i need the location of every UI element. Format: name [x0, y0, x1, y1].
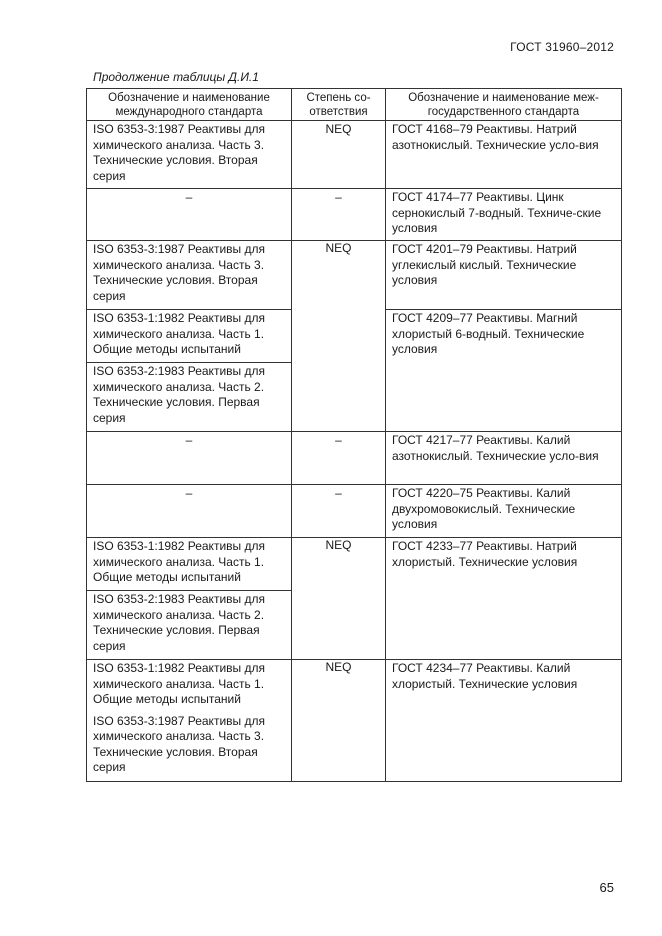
page-number: 65	[599, 880, 614, 895]
header-international-standard: Обозначение и наименование международного стандарта	[87, 89, 292, 121]
table-row	[87, 660, 622, 782]
header-degree-of-conformity: Степень со-ответствия	[292, 89, 386, 121]
international-standard-cell: ISO 6353-2:1983 Реактивы для химического анализа. Часть 2. Технические условия. Первая серия	[87, 591, 292, 660]
interstate-standard-cell: ГОСТ 4209–77 Реактивы. Магний хлористый 6-водный. Технические условия	[386, 310, 622, 432]
table-row	[87, 538, 622, 591]
table-row	[87, 121, 622, 189]
international-standard-cell	[87, 660, 292, 782]
international-standard-entry: ISO 6353-3:1987 Реактивы для химического анализа. Часть 3. Технические условия. Вторая серия	[93, 713, 265, 774]
degree-cell: –	[292, 432, 386, 485]
degree-cell: –	[292, 189, 386, 241]
table-row	[87, 189, 622, 241]
international-standard-cell: –	[87, 189, 292, 241]
international-standard-cell: ISO 6353-1:1982 Реактивы для химического анализа. Часть 1. Общие методы испытаний	[87, 538, 292, 591]
interstate-standard-cell: ГОСТ 4217–77 Реактивы. Калий азотнокислый. Технические усло-вия	[386, 432, 622, 485]
table-caption: Продолжение таблицы Д.И.1	[93, 70, 259, 84]
degree-cell: NEQ	[292, 241, 386, 432]
international-standard-cell: –	[87, 432, 292, 485]
international-standard-cell: ISO 6353-2:1983 Реактивы для химического анализа. Часть 2. Технические условия. Первая серия	[87, 363, 292, 432]
interstate-standard-cell: ГОСТ 4174–77 Реактивы. Цинк сернокислый 7-водный. Техниче-ские условия	[386, 189, 622, 241]
degree-cell: NEQ	[292, 538, 386, 660]
international-standard-entry: ISO 6353-1:1982 Реактивы для химического анализа. Часть 1. Общие методы испытаний	[93, 661, 265, 706]
interstate-standard-cell: ГОСТ 4220–75 Реактивы. Калий двухромовокислый. Технические условия	[386, 485, 622, 538]
interstate-standard-cell: ГОСТ 4168–79 Реактивы. Натрий азотнокислый. Технические усло-вия	[386, 121, 622, 189]
table-row	[87, 432, 622, 485]
table-row	[87, 241, 622, 310]
international-standard-cell: ISO 6353-3:1987 Реактивы для химического анализа. Часть 3. Технические условия. Вторая серия	[87, 121, 292, 189]
correspondence-table	[86, 88, 622, 782]
interstate-standard-cell: ГОСТ 4201–79 Реактивы. Натрий углекислый кислый. Технические условия	[386, 241, 622, 310]
international-standard-cell: ISO 6353-3:1987 Реактивы для химического анализа. Часть 3. Технические условия. Вторая серия	[87, 241, 292, 310]
degree-cell: –	[292, 485, 386, 538]
interstate-standard-cell: ГОСТ 4233–77 Реактивы. Натрий хлористый. Технические условия	[386, 538, 622, 660]
table-row	[87, 485, 622, 538]
table-header-row	[87, 89, 622, 121]
document-code: ГОСТ 31960–2012	[510, 40, 614, 54]
international-standard-cell: –	[87, 485, 292, 538]
international-standard-cell: ISO 6353-1:1982 Реактивы для химического анализа. Часть 1. Общие методы испытаний	[87, 310, 292, 363]
degree-cell: NEQ	[292, 660, 386, 782]
degree-cell: NEQ	[292, 121, 386, 189]
header-interstate-standard: Обозначение и наименование меж-государственного стандарта	[386, 89, 622, 121]
interstate-standard-cell: ГОСТ 4234–77 Реактивы. Калий хлористый. Технические условия	[386, 660, 622, 782]
